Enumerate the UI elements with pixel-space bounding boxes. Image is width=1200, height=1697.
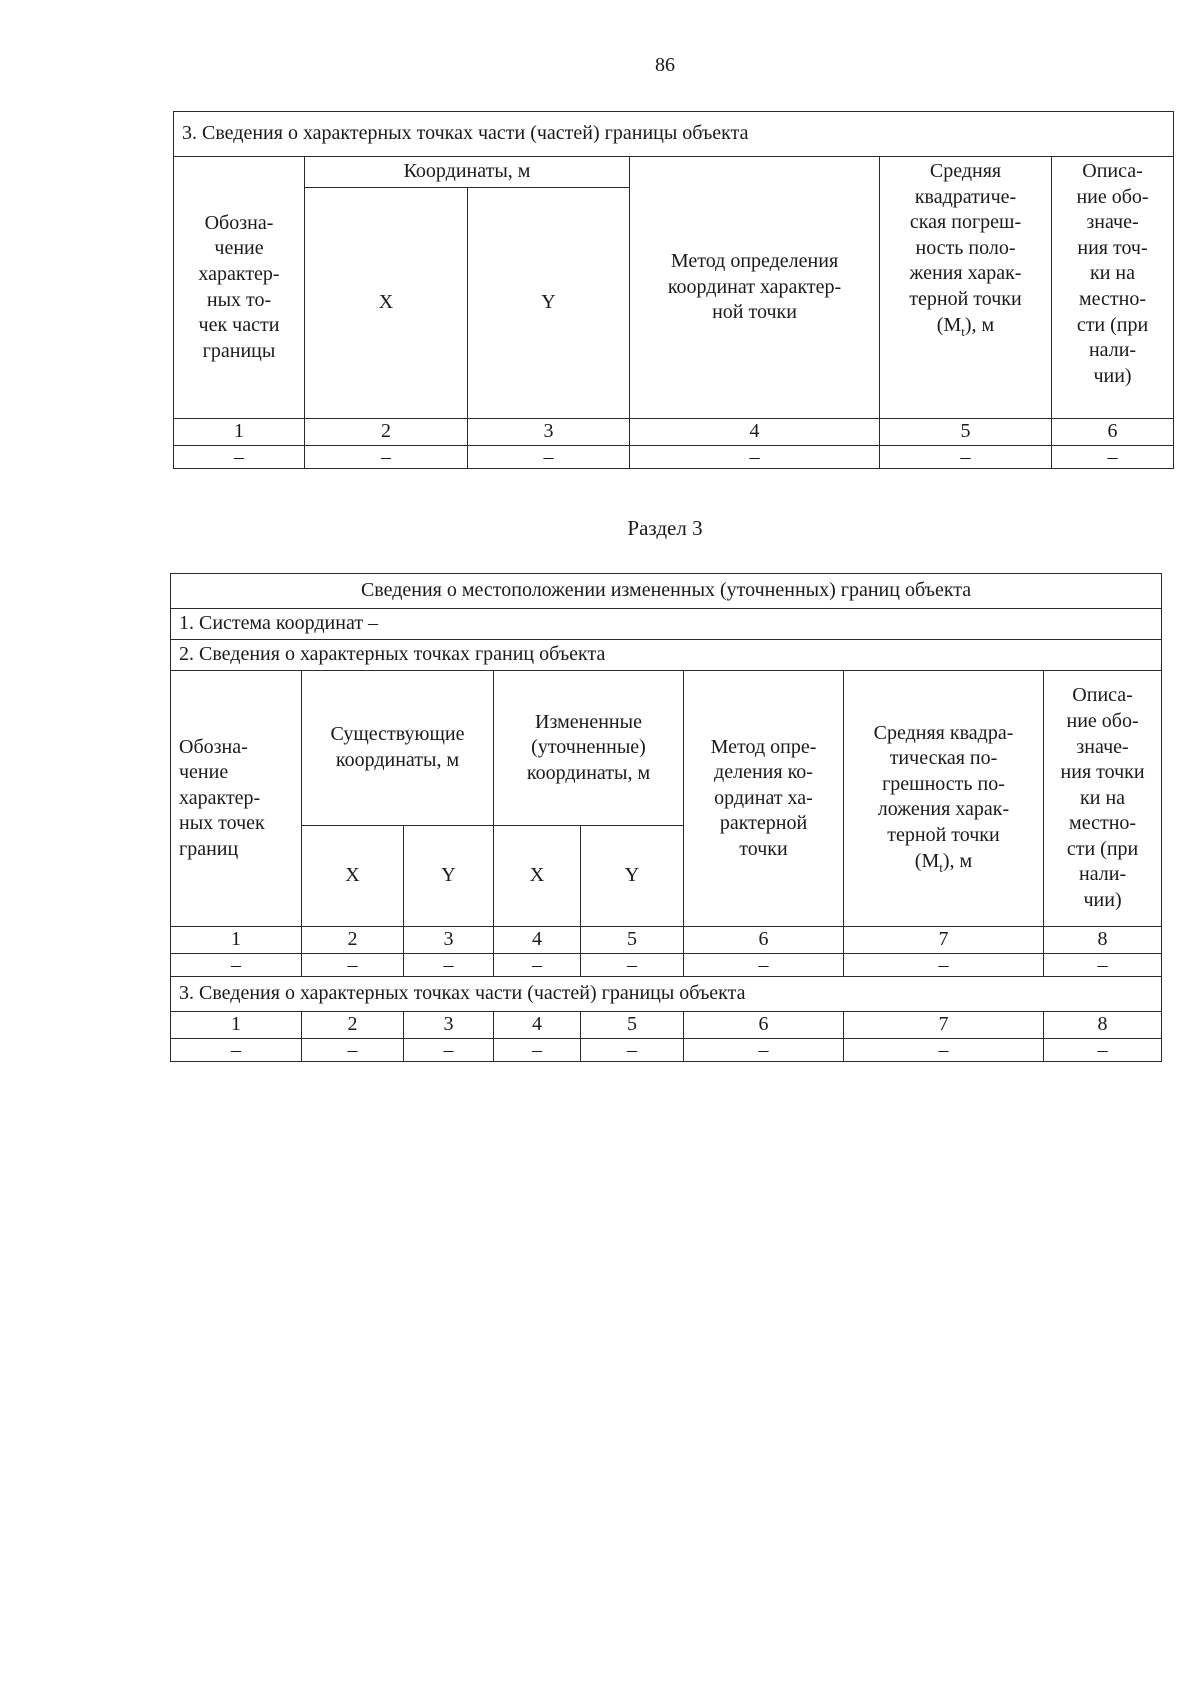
column-number: 2 bbox=[305, 419, 468, 446]
column-number: 8 bbox=[1044, 1012, 1162, 1039]
header-changed-coordinates: Измененные (уточненные) координаты, м bbox=[494, 671, 684, 826]
empty-cell: – bbox=[1044, 1039, 1162, 1062]
header-mean-square-error: Средняя квадратиче- ская погреш- ность поло- жения харак- терной точки $(M_t)$, м bbox=[880, 157, 1052, 419]
column-number: 8 bbox=[1044, 927, 1162, 954]
empty-cell: – bbox=[581, 1039, 684, 1062]
empty-cell: – bbox=[880, 446, 1052, 469]
empty-cell: – bbox=[630, 446, 880, 469]
table-part-boundary-points bbox=[173, 111, 1174, 469]
column-number: 6 bbox=[684, 1012, 844, 1039]
header-existing-x: X bbox=[302, 826, 404, 927]
coordinate-system: 1. Система координат – bbox=[171, 609, 1162, 640]
parts-section-title: 3. Сведения о характерных точках части (частей) границы объекта bbox=[171, 977, 1162, 1012]
table-changed-boundaries bbox=[170, 573, 1162, 1062]
header-point-description: Описа- ние обо- значе- ния точ- ки на местно- сти (при нали- чии) bbox=[1052, 157, 1174, 419]
header-mean-square-error: Средняя квадра- тическая по- грешность по- ложения харак- терной точки $(M_t)$, м bbox=[844, 671, 1044, 927]
header-x: X bbox=[305, 188, 468, 419]
column-number: 2 bbox=[302, 927, 404, 954]
column-number: 5 bbox=[581, 927, 684, 954]
empty-cell: – bbox=[494, 954, 581, 977]
column-number: 3 bbox=[404, 927, 494, 954]
column-number: 7 bbox=[844, 927, 1044, 954]
column-number: 5 bbox=[581, 1012, 684, 1039]
empty-cell: – bbox=[494, 1039, 581, 1062]
empty-cell: – bbox=[171, 954, 302, 977]
column-number: 6 bbox=[1052, 419, 1174, 446]
empty-cell: – bbox=[174, 446, 305, 469]
empty-cell: – bbox=[468, 446, 630, 469]
header-method: Метод опре- деления ко- ординат ха- рактерной точки bbox=[684, 671, 844, 927]
empty-cell: – bbox=[844, 1039, 1044, 1062]
column-number: 1 bbox=[174, 419, 305, 446]
points-section-title: 2. Сведения о характерных точках границ объекта bbox=[171, 640, 1162, 671]
column-number: 1 bbox=[171, 927, 302, 954]
column-number: 6 bbox=[684, 927, 844, 954]
header-changed-x: X bbox=[494, 826, 581, 927]
empty-cell: – bbox=[581, 954, 684, 977]
column-number: 3 bbox=[468, 419, 630, 446]
empty-cell: – bbox=[844, 954, 1044, 977]
empty-cell: – bbox=[1052, 446, 1174, 469]
empty-cell: – bbox=[171, 1039, 302, 1062]
table1-title: 3. Сведения о характерных точках части (частей) границы объекта bbox=[174, 112, 1174, 157]
empty-cell: – bbox=[1044, 954, 1162, 977]
column-number: 5 bbox=[880, 419, 1052, 446]
empty-cell: – bbox=[684, 954, 844, 977]
column-number: 1 bbox=[171, 1012, 302, 1039]
header-y: Y bbox=[468, 188, 630, 419]
header-coordinates: Координаты, м bbox=[305, 157, 630, 188]
column-number: 3 bbox=[404, 1012, 494, 1039]
section-title: Раздел 3 bbox=[627, 516, 703, 540]
empty-cell: – bbox=[302, 1039, 404, 1062]
header-method: Метод определения координат характер- ной точки bbox=[630, 157, 880, 419]
header-changed-y: Y bbox=[581, 826, 684, 927]
empty-cell: – bbox=[305, 446, 468, 469]
header-point-designation: Обозна- чение характер- ных то- чек части границы bbox=[174, 157, 305, 419]
empty-cell: – bbox=[684, 1039, 844, 1062]
column-number: 4 bbox=[630, 419, 880, 446]
header-existing-y: Y bbox=[404, 826, 494, 927]
header-point-description: Описа- ние обо- значе- ния точки ки на местно- сти (при нали- чии) bbox=[1044, 671, 1162, 927]
column-number: 4 bbox=[494, 1012, 581, 1039]
table2-title: Сведения о местоположении измененных (уточненных) границ объекта bbox=[171, 574, 1162, 609]
empty-cell: – bbox=[404, 954, 494, 977]
empty-cell: – bbox=[302, 954, 404, 977]
column-number: 2 bbox=[302, 1012, 404, 1039]
empty-cell: – bbox=[404, 1039, 494, 1062]
column-number: 7 bbox=[844, 1012, 1044, 1039]
column-number: 4 bbox=[494, 927, 581, 954]
header-existing-coordinates: Существующие координаты, м bbox=[302, 671, 494, 826]
page-number: 86 bbox=[655, 54, 675, 76]
header-point-designation: Обозна- чение характер- ных точек границ bbox=[171, 671, 302, 927]
